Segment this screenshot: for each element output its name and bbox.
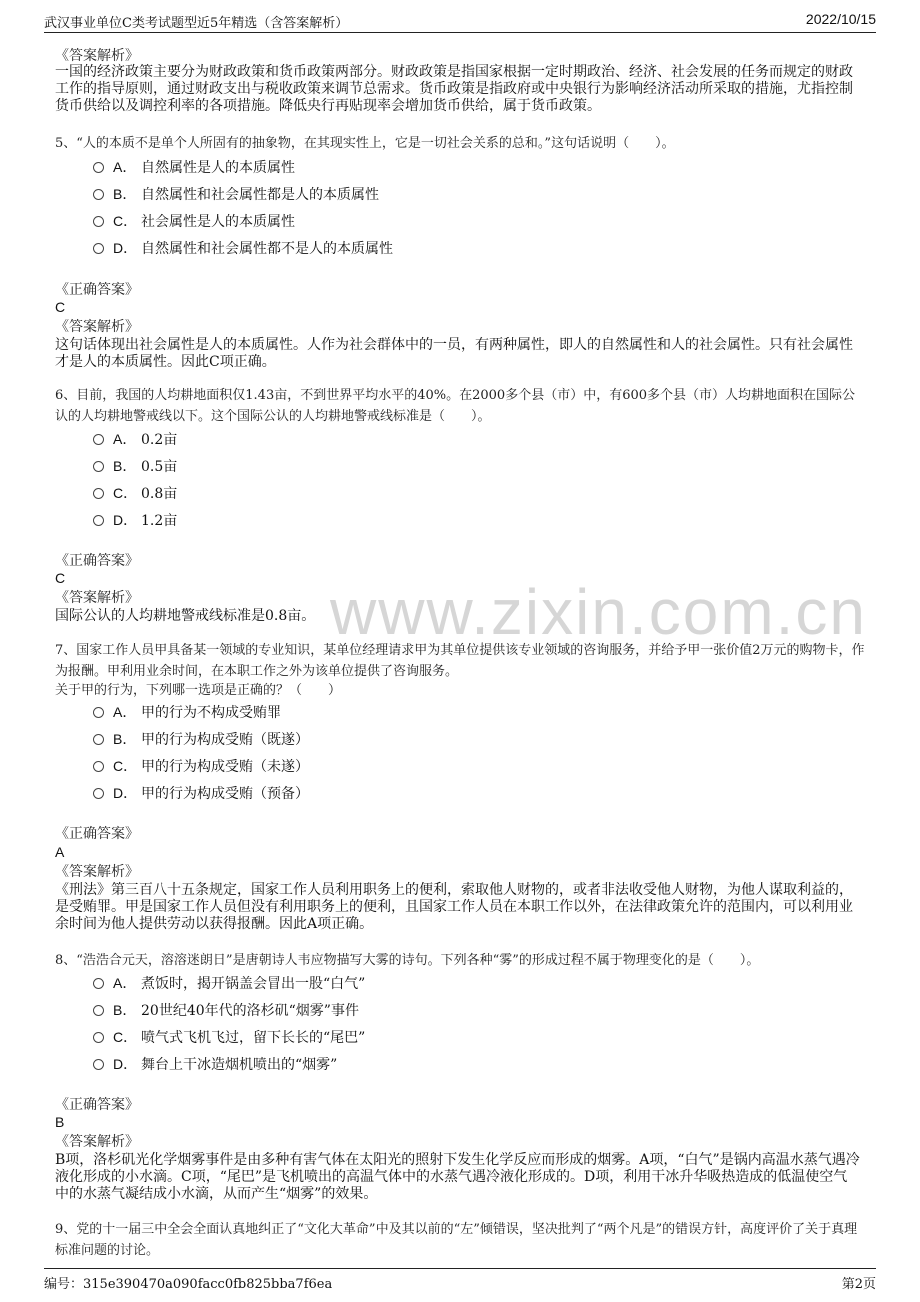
q8-option-d[interactable]: D． 舞台上干冰造烟机喷出的“烟雾”	[93, 1054, 337, 1074]
q7-option-d[interactable]: D． 甲的行为构成受贿（预备）	[93, 783, 309, 803]
q5-option-b[interactable]: B． 自然属性和社会属性都是人的本质属性	[93, 184, 379, 204]
q7-option-b[interactable]: B． 甲的行为构成受贿（既遂）	[93, 729, 309, 749]
analysis-label: 《答案解析》	[55, 1134, 139, 1150]
q8-answer: B	[55, 1114, 65, 1130]
q7-option-c[interactable]: C． 甲的行为构成受贿（未遂）	[93, 756, 309, 776]
radio-icon[interactable]	[93, 734, 104, 745]
question-6-stem: 6、目前，我国的人均耕地面积仅1.43亩，不到世界平均水平的40%。在2000多个县（市）中，有600多个县（市）人均耕地面积在国际公认的人均耕地警戒线以下。这个国际公认的人均耕地警戒线标准是（ ）。	[55, 388, 856, 424]
q4-analysis: 一国的经济政策主要分为财政政策和货币政策两部分。财政政策是指国家根据一定时期政治、经济、社会发展的任务而规定的财政工作的指导原则，通过财政支出与税收政策来调节总需求。货币政策是指政府或中央银行为影响经济活动所采取的措施，尤指控制货币供给以及调控利率的各项措施。降低央行再贴现率会增加货币供给，属于货币政策。	[55, 64, 853, 114]
question-8-stem: 8、“浩浩合元天，溶溶迷朗日”是唐朝诗人韦应物描写大雾的诗句。下列各种“雾”的形成过程不属于物理变化的是（ ）。	[55, 953, 760, 968]
q5-option-a[interactable]: A． 自然属性是人的本质属性	[93, 157, 295, 177]
q7-option-a[interactable]: A． 甲的行为不构成受贿罪	[93, 702, 281, 722]
radio-icon[interactable]	[93, 1059, 104, 1070]
q7-answer: A	[55, 844, 65, 860]
q6-option-d[interactable]: D． 1.2亩	[93, 510, 177, 530]
analysis-label: 《答案解析》	[55, 48, 139, 64]
question-7-prompt: 关于甲的行为，下列哪一选项是正确的？（ ）	[55, 683, 342, 698]
q6-analysis: 国际公认的人均耕地警戒线标准是0.8亩。	[55, 608, 316, 624]
radio-icon[interactable]	[93, 162, 104, 173]
watermark: www.zixin.com.cn	[330, 576, 867, 648]
answer-label: 《正确答案》	[55, 826, 139, 842]
q6-option-a[interactable]: A． 0.2亩	[93, 429, 177, 449]
radio-icon[interactable]	[93, 1032, 104, 1043]
q8-option-b[interactable]: B． 20世纪40年代的洛杉矶“烟雾”事件	[93, 1000, 359, 1020]
question-7-stem: 7、国家工作人员甲具备某一领域的专业知识，某单位经理请求甲为其单位提供该专业领域的咨询服务，并给予甲一张价值2万元的购物卡，作为报酬。甲利用业余时间，在本职工作之外为该单位提供了咨询服务。	[55, 643, 865, 679]
radio-icon[interactable]	[93, 243, 104, 254]
analysis-label: 《答案解析》	[55, 864, 139, 880]
analysis-label: 《答案解析》	[55, 319, 139, 335]
q5-option-c[interactable]: C． 社会属性是人的本质属性	[93, 211, 295, 231]
document-title: 武汉事业单位C类考试题型近5年精选（含答案解析）	[44, 16, 349, 31]
answer-label: 《正确答案》	[55, 282, 139, 298]
radio-icon[interactable]	[93, 488, 104, 499]
radio-icon[interactable]	[93, 434, 104, 445]
radio-icon[interactable]	[93, 515, 104, 526]
document-code: 编号：315e390470a090facc0fb825bba7f6ea	[44, 1277, 333, 1292]
page-number: 第2页	[841, 1277, 876, 1292]
radio-icon[interactable]	[93, 216, 104, 227]
document-date: 2022/10/15	[805, 11, 876, 27]
radio-icon[interactable]	[93, 978, 104, 989]
page-header	[44, 10, 876, 33]
q5-analysis: 这句话体现出社会属性是人的本质属性。人作为社会群体中的一员，有两种属性，即人的自然属性和人的社会属性。只有社会属性才是人的本质属性。因此C项正确。	[55, 337, 853, 370]
q6-answer: C	[55, 570, 66, 586]
question-5-stem: 5、“人的本质不是单个人所固有的抽象物，在其现实性上，它是一切社会关系的总和。”这句话说明（ ）。	[55, 136, 675, 151]
radio-icon[interactable]	[93, 788, 104, 799]
q6-option-b[interactable]: B． 0.5亩	[93, 456, 177, 476]
radio-icon[interactable]	[93, 461, 104, 472]
radio-icon[interactable]	[93, 707, 104, 718]
answer-label: 《正确答案》	[55, 1097, 139, 1113]
q8-option-a[interactable]: A． 煮饭时，揭开锅盖会冒出一股“白气”	[93, 973, 365, 993]
q8-option-c[interactable]: C． 喷气式飞机飞过，留下长长的“尾巴”	[93, 1027, 365, 1047]
question-9-stem: 9、党的十一届三中全会全面认真地纠正了“文化大革命”中及其以前的“左”倾错误，坚决批判了“两个凡是”的错误方针，高度评价了关于真理标准问题的讨论。	[55, 1222, 858, 1258]
answer-label: 《正确答案》	[55, 553, 139, 569]
radio-icon[interactable]	[93, 761, 104, 772]
q7-analysis: 《刑法》第三百八十五条规定，国家工作人员利用职务上的便利，索取他人财物的，或者非法收受他人财物，为他人谋取利益的，是受贿罪。甲是国家工作人员但没有利用职务上的便利，且国家工作人员在本职工作以外，在法律政策允许的范围内，可以利用业余时间为他人提供劳动以获得报酬。因此A项正确。	[55, 882, 853, 932]
page-footer	[44, 1268, 876, 1293]
radio-icon[interactable]	[93, 189, 104, 200]
q5-answer: C	[55, 299, 66, 315]
q6-option-c[interactable]: C． 0.8亩	[93, 483, 177, 503]
radio-icon[interactable]	[93, 1005, 104, 1016]
q8-analysis: B项，洛杉矶光化学烟雾事件是由多种有害气体在太阳光的照射下发生化学反应而形成的烟雾。A项，“白气”是锅内高温水蒸气遇冷液化形成的小水滴。C项，“尾巴”是飞机喷出的高温气体中的水蒸气遇冷液化形成的。D项，利用干冰升华吸热造成的低温使空气中的水蒸气凝结成小水滴，从而产生“烟雾”的效果。	[55, 1152, 860, 1202]
q5-option-d[interactable]: D． 自然属性和社会属性都不是人的本质属性	[93, 238, 393, 258]
analysis-label: 《答案解析》	[55, 590, 139, 606]
